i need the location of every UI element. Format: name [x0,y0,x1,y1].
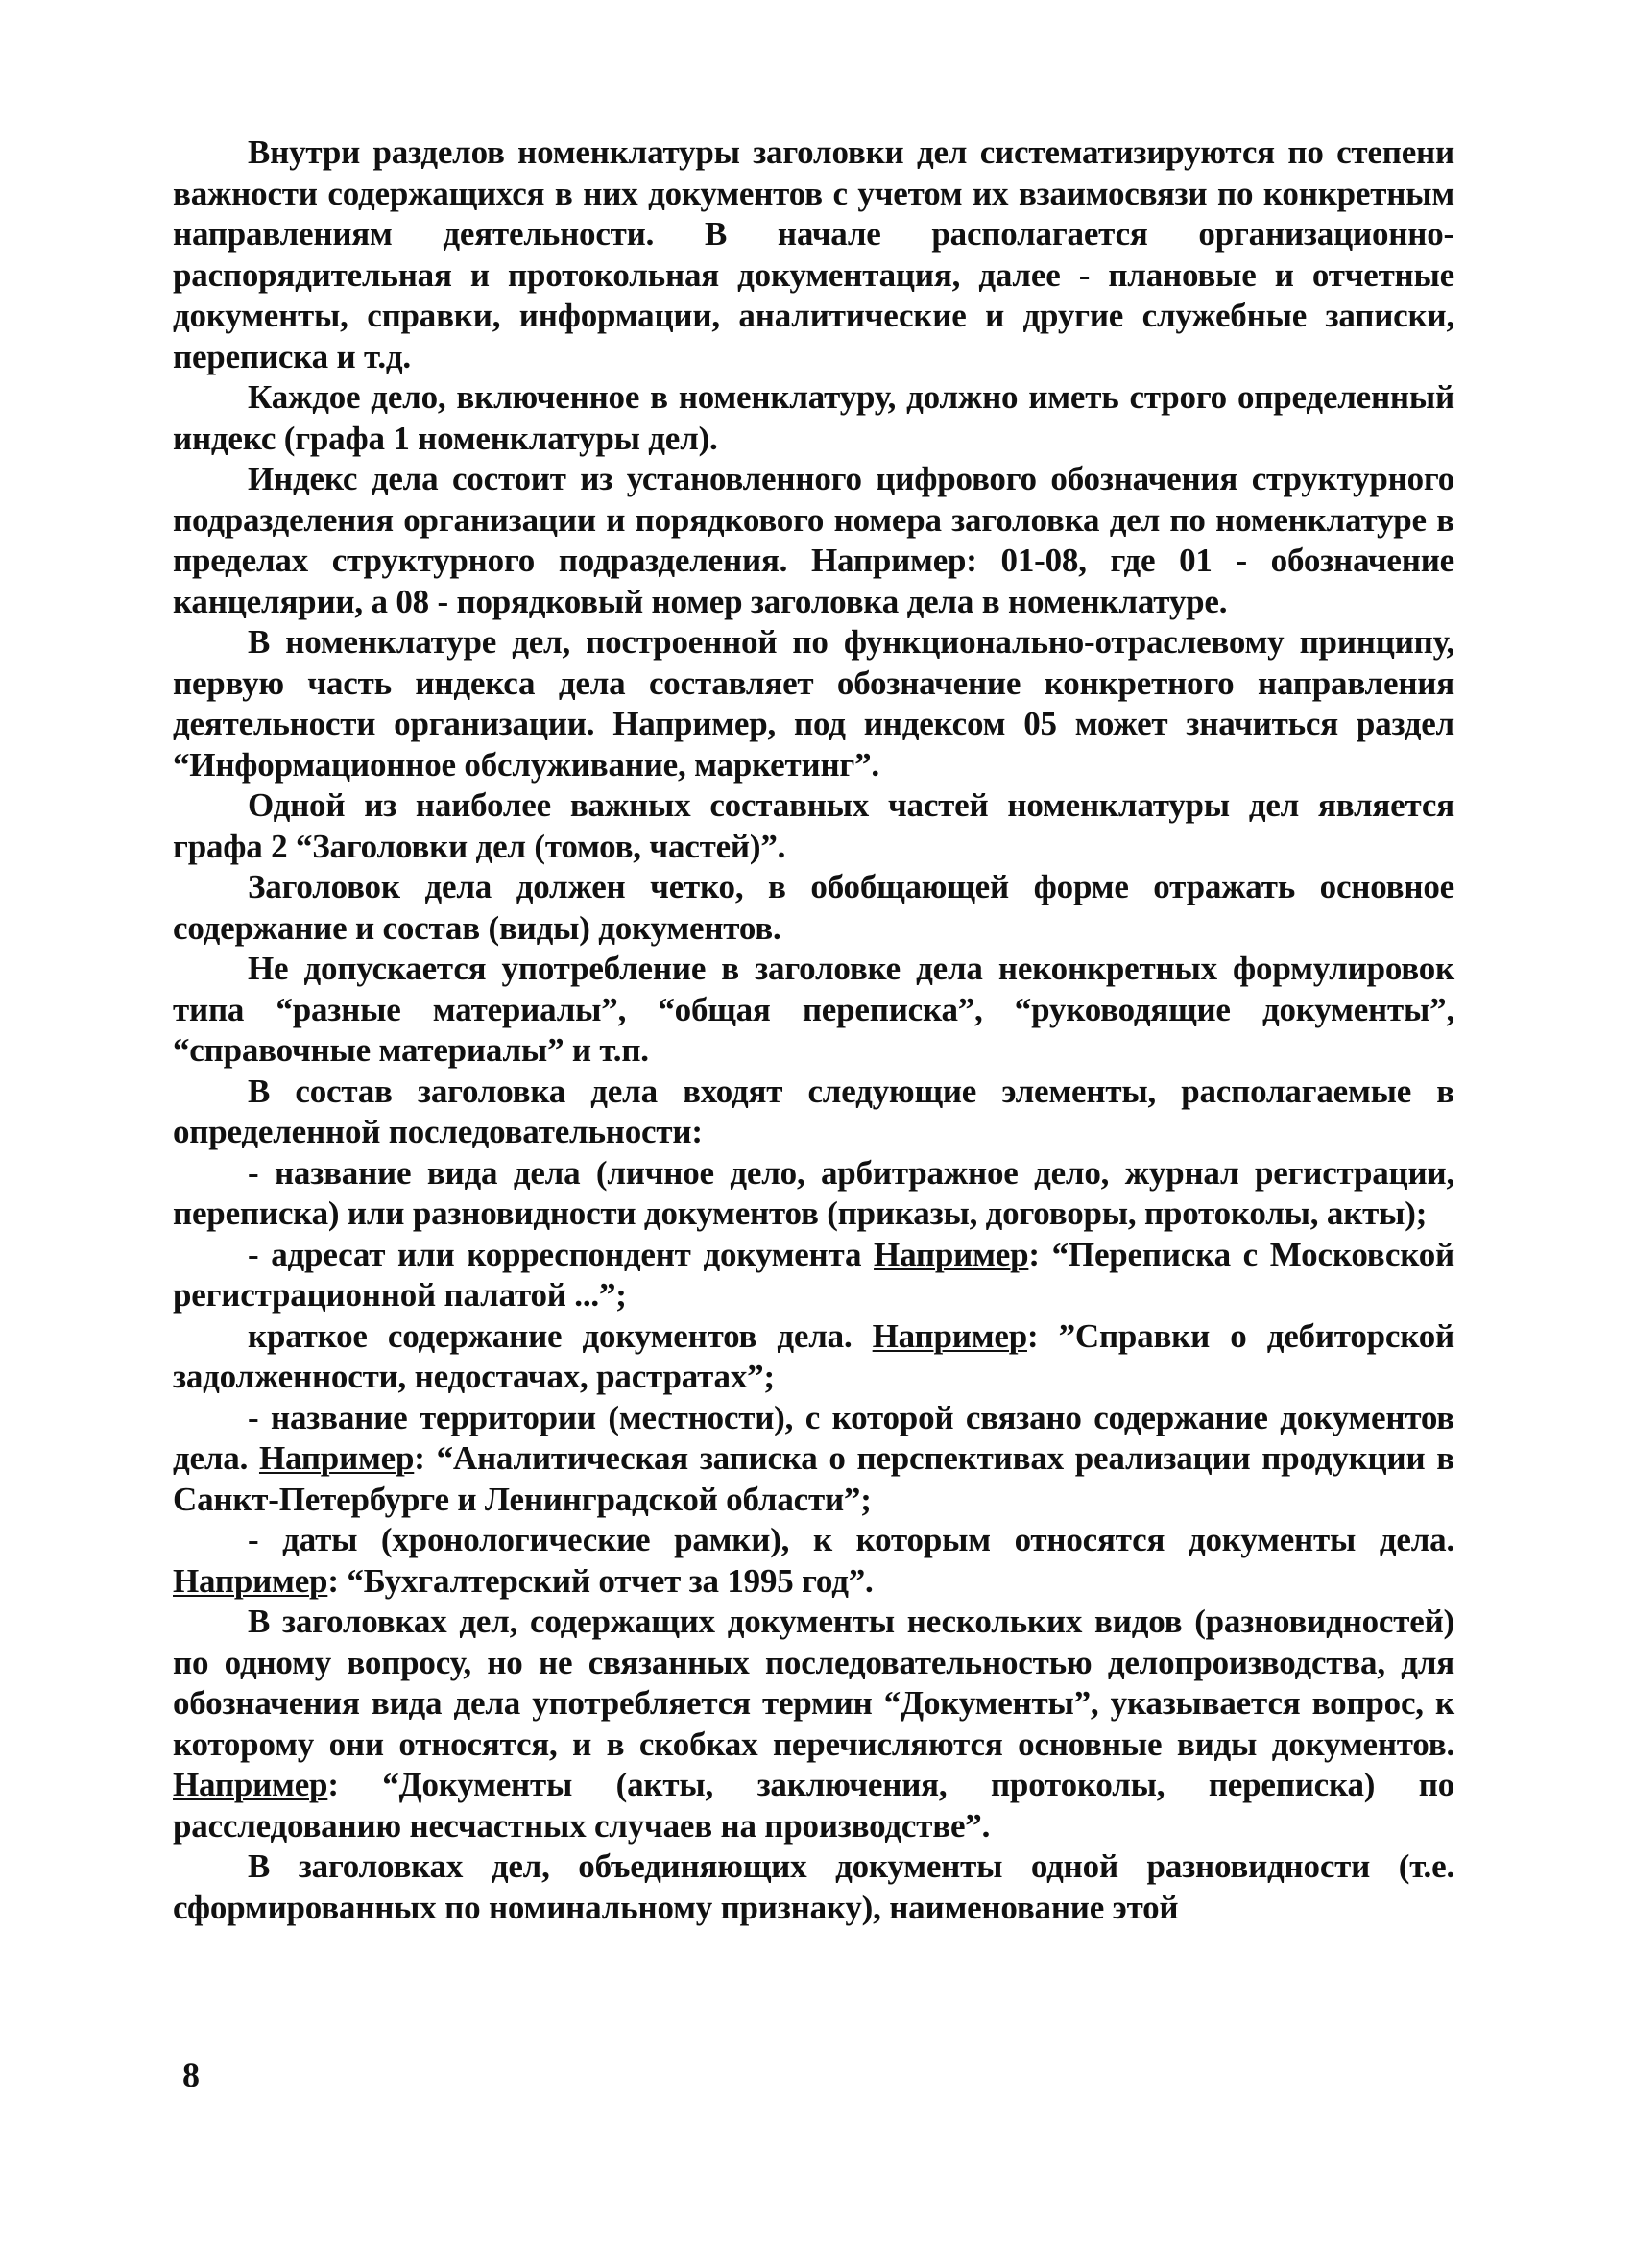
paragraph: Заголовок дела должен четко, в обобщающей форме отражать основное содержание и состав (виды) документов. [173,868,1454,947]
paragraph [173,1602,1454,1846]
page-number: 8 [182,2056,200,2094]
example-label: Например [258,1439,415,1477]
paragraph: Индекс дела состоит из установленного цифрового обозначения структурного подразделения организации и порядкового номера заголовка дел по номенклатуре в пределах структурного подразделения. Например: 01-08, где 01 - обозначение канцелярии, а 08 - порядковый номер заголовка дела в номенклатуре. [173,460,1454,620]
example-label: Например [874,1235,1029,1273]
list-item-example: : “Аналитическая записка о перспективах реализации продукции в Санкт-Петербурге и Ленинградской области”; [173,1439,1454,1518]
paragraph: Одной из наиболее важных составных частей номенклатуры дел является графа 2 “Заголовки дел (томов, частей)”. [173,786,1454,865]
paragraph: В состав заголовка дела входят следующие элементы, располагаемые в определенной последовательности: [173,1072,1454,1150]
paragraph: В заголовках дел, объединяющих документы одной разновидности (т.е. сформированных по номинальному признаку), наименование этой [173,1847,1454,1926]
paragraph-text: В заголовках дел, содержащих документы нескольких видов (разновидностей) по одному вопросу, но не связанных последовательностью делопроизводства, для обозначения вида дела употребляется термин “Документы”, указывается вопрос, к которому они относятся, и в скобках перечисляются основные виды документов. [173,1603,1454,1763]
paragraph: Каждое дело, включенное в номенклатуру, должно иметь строго определенный индекс (графа 1 номенклатуры дел). [173,378,1454,457]
paragraph: Не допускается употребление в заголовке дела неконкретных формулировок типа “разные материалы”, “общая переписка”, “руководящие документы”, “справочные материалы” и т.п. [173,950,1454,1069]
list-item-example: : “Бухгалтерский отчет за 1995 год”. [327,1561,874,1600]
body-text [173,133,1454,1928]
example-label: Например [173,1561,328,1600]
list-item-text: - адресат или корреспондент документа [248,1235,875,1273]
list-item-example: : ”Справки о дебиторской задолженности, недостачах, растратах”; [173,1316,1454,1395]
list-item-text: - даты (хронологические рамки), к которым относятся документы дела. [248,1521,1454,1558]
list-item [173,1316,1454,1398]
list-item-example: : “Переписка с Московской регистрационной палатой ...”; [173,1235,1454,1314]
paragraph: В номенклатуре дел, построенной по функционально-отраслевому принципу, первую часть индекса дела составляет обозначение конкретного направления деятельности организации. Например, под индексом 05 может значиться раздел “Информационное обслуживание, маркетинг”. [173,623,1454,784]
paragraph: Внутри разделов номенклатуры заголовки дел систематизируются по степени важности содержащихся в них документов с учетом их взаимосвязи по конкретным направлениям деятельности. В начале располагается организационно-распорядительная и протокольная документация, далее - плановые и отчетные документы, справки, информации, аналитические и другие служебные записки, переписка и т.д. [173,133,1454,375]
list-item [173,1398,1454,1521]
example-label: Например [173,1766,328,1803]
list-item [173,1520,1454,1602]
list-item: - название вида дела (личное дело, арбитражное дело, журнал регистрации, переписка) или разновидности документов (приказы, договоры, протоколы, акты); [173,1153,1454,1232]
paragraph-example: : “Документы (акты, заключения, протоколы, переписка) по расследованию несчастных случаев на производстве”. [173,1766,1454,1845]
list-item-text: - название территории (местности), с которой связано содержание документов дела. [173,1398,1454,1477]
example-label: Например [872,1316,1027,1355]
list-item-text: краткое содержание документов дела. [248,1316,873,1355]
list-item [173,1235,1454,1316]
